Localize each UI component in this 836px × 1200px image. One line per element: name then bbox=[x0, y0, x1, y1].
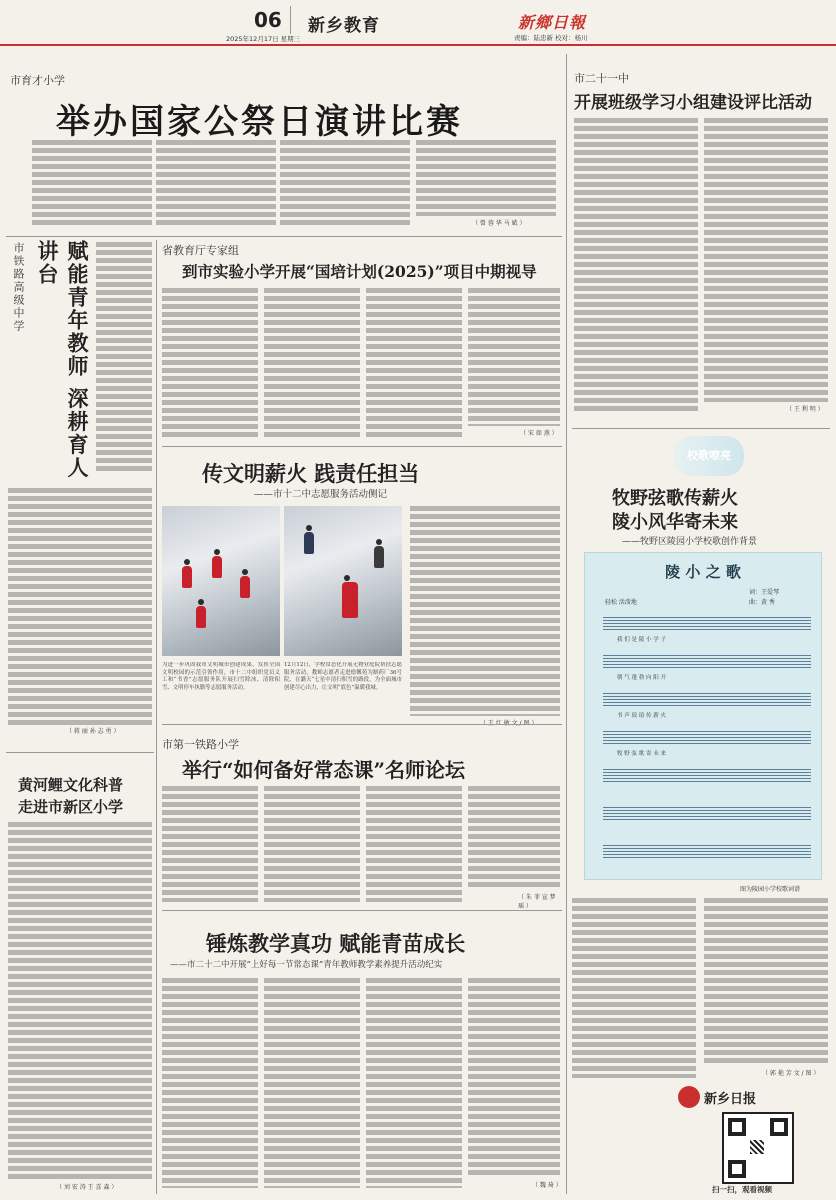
divider-r1 bbox=[572, 428, 830, 429]
score-staff-5 bbox=[603, 769, 811, 783]
zhiyuan-caption-left: 为进一步巩固我市文明城市创建成果，发挥全国文明校园的示范引领作用，市十二中组织党员义工和“书香”志愿服务队开展扫雪除冰、清除积雪、文明停车执勤等志愿服务活动。 bbox=[162, 662, 280, 691]
r1-kicker: 市二十一中 bbox=[574, 72, 629, 85]
lead-body-4 bbox=[416, 140, 556, 216]
zhongqi-headline: 到市实验小学开展“国培计划(2025)”项目中期视导 bbox=[182, 262, 537, 281]
newspaper-logo: 新鄉日報 bbox=[518, 13, 587, 32]
divider-left-col bbox=[156, 240, 157, 1194]
r1-headline: 开展班级学习小组建设评比活动 bbox=[574, 93, 812, 113]
duanlian-headline: 锤炼教学真功 赋能青苗成长 bbox=[206, 931, 466, 956]
score-lyric-2: 朝 气 蓬 勃 向 阳 开 bbox=[617, 675, 666, 681]
zhiyuan-caption-right: 12月12日，学校常态化开展无物业庭院帮扶志愿服务活动，教师志愿者走进德馨苑为制药厂36号院、在潞天“七星中清扫积雪的路段，为全面城市创建尽心出力，让文明“底色”温暖我城。 bbox=[284, 662, 402, 691]
lead-article bbox=[6, 60, 562, 236]
score-staff-7 bbox=[603, 845, 811, 859]
divider-zhiyuan bbox=[162, 724, 562, 725]
songs-caption: 图为陵园小学校歌词谱 bbox=[740, 886, 801, 893]
kepu-byline: （ 刘 宏 涛 王 喜 森 ） bbox=[56, 1184, 118, 1191]
score-staff-1 bbox=[603, 617, 811, 631]
songs-article bbox=[572, 432, 830, 1194]
zhiyuan-subtitle: ——市十二中志愿服务活动侧记 bbox=[254, 489, 388, 500]
gaozhong-byline: （ 蒋 丽 孙 志 勇 ） bbox=[66, 728, 120, 735]
kepu-headline-1: 黄河鲤文化科普 bbox=[18, 776, 124, 794]
gaozhong-article bbox=[6, 240, 154, 740]
zhiyuan-body bbox=[410, 506, 560, 716]
zhiyuan-photo-left bbox=[162, 506, 280, 656]
luntan-headline: 举行“如何备好常态课”名师论坛 bbox=[182, 758, 466, 782]
divider-lead bbox=[6, 236, 562, 237]
zhiyuan-headline: 传文明薪火 践责任担当 bbox=[202, 461, 420, 486]
duanlian-body-4 bbox=[468, 978, 560, 1176]
kepu-headline-2: 走进市新区小学 bbox=[18, 798, 124, 816]
luntan-body-4 bbox=[468, 786, 560, 890]
section-title: 新乡教育 bbox=[308, 16, 380, 36]
duanlian-body-2 bbox=[264, 978, 360, 1188]
lead-byline: （ 曾 蓉 华 马 斌 ） bbox=[472, 220, 526, 227]
zhongqi-body bbox=[162, 288, 258, 438]
duanlian-subtitle: ——市二十二中开展“上好每一节常态课”青年教师教学素养提升活动纪实 bbox=[170, 960, 443, 970]
editor-credit: 责编：陆忠新 校对：杨川 bbox=[514, 34, 588, 42]
lead-headline: 举办国家公祭日演讲比赛 bbox=[56, 102, 463, 142]
zhongqi-body-2 bbox=[264, 288, 360, 438]
duanlian-article bbox=[162, 914, 562, 1194]
songs-headline-2: 陵小风华寄未来 bbox=[612, 512, 738, 533]
score-lyric-4: 牧 野 弦 歌 寄 未 来 bbox=[617, 751, 666, 757]
score-staff-6 bbox=[603, 807, 811, 821]
duanlian-body-3 bbox=[366, 978, 462, 1188]
r1-body bbox=[574, 118, 698, 414]
luntan-body-2 bbox=[264, 786, 360, 902]
score-lyricist: 词：王爱琴 bbox=[749, 589, 780, 596]
score-title: 陵 小 之 歌 bbox=[665, 563, 741, 581]
issue-date: 2025年12月17日 星期三 bbox=[226, 35, 301, 43]
app-logo bbox=[678, 1086, 700, 1108]
zhiyuan-article bbox=[162, 450, 562, 770]
songs-body bbox=[572, 898, 696, 1078]
score-lyric-3: 书 声 琅 琅 传 薪 火 bbox=[617, 713, 666, 719]
r1-body-2 bbox=[704, 118, 828, 402]
zhiyuan-byline bbox=[480, 718, 537, 727]
songs-body-2 bbox=[704, 898, 828, 1066]
score-composer: 曲：黄 秀 bbox=[749, 599, 775, 606]
zhongqi-body-4 bbox=[468, 288, 560, 426]
app-name: 新乡日报 bbox=[704, 1092, 757, 1107]
r1-article bbox=[572, 62, 830, 426]
gaozhong-kicker: 市铁路高级中学 bbox=[12, 242, 25, 333]
kepu-body bbox=[8, 822, 152, 1182]
gaozhong-headline: 赋能青年教师 深耕育人讲台 bbox=[35, 240, 90, 480]
zhongqi-byline: （ 宋 如 燕 ） bbox=[520, 430, 558, 437]
songs-subtitle: ——牧野区陵园小学校歌创作背景 bbox=[622, 537, 758, 547]
zhongqi-article bbox=[162, 240, 562, 444]
luntan-article bbox=[162, 732, 562, 908]
masthead-divider bbox=[290, 6, 291, 34]
luntan-byline: （ 朱 菲 宣 梦 瑶 ） bbox=[518, 894, 556, 910]
score-lyric-1: 我 们 是 陵 小 学 子 bbox=[617, 637, 666, 643]
lead-body-3 bbox=[280, 140, 410, 226]
songs-headline-1: 牧野弦歌传薪火 bbox=[612, 488, 738, 509]
luntan-kicker: 市第一铁路小学 bbox=[162, 738, 239, 751]
lead-kicker: 市育才小学 bbox=[10, 74, 65, 87]
r1-byline: （ 王 利 明 ） bbox=[786, 406, 824, 413]
divider-zhongqi bbox=[162, 446, 562, 447]
lead-body bbox=[32, 140, 152, 226]
divider-left-bottom bbox=[6, 752, 154, 753]
song-score bbox=[584, 552, 822, 880]
luntan-body bbox=[162, 786, 258, 902]
score-staff-4 bbox=[603, 731, 811, 745]
score-tempo: 轻松 活泼地 bbox=[605, 599, 637, 606]
songs-banner bbox=[674, 436, 744, 476]
luntan-body-3 bbox=[366, 786, 462, 902]
masthead-rule bbox=[0, 44, 836, 46]
duanlian-byline: （ 魏 琦 ） bbox=[532, 1182, 562, 1189]
songs-banner-text: 校歌嘹亮 bbox=[687, 449, 731, 462]
divider-vertical-right bbox=[566, 54, 567, 1194]
duanlian-body bbox=[162, 978, 258, 1188]
zhongqi-kicker: 省教育厅专家组 bbox=[162, 244, 239, 257]
songs-byline: （ 郭 艳 芳 文 / 图 ） bbox=[762, 1070, 820, 1077]
kepu-article bbox=[6, 756, 154, 1194]
page-number: 06 bbox=[254, 8, 282, 32]
masthead bbox=[0, 0, 836, 46]
lead-body-2 bbox=[156, 140, 276, 226]
score-staff-3 bbox=[603, 693, 811, 707]
score-staff-2 bbox=[603, 655, 811, 669]
zhiyuan-photo-right bbox=[284, 506, 402, 656]
gaozhong-body-2 bbox=[8, 488, 152, 728]
gaozhong-body bbox=[96, 242, 152, 472]
divider-luntan bbox=[162, 910, 562, 911]
scan-prompt: 扫一扫，观看视频 bbox=[712, 1185, 772, 1194]
qr-code[interactable] bbox=[722, 1112, 794, 1184]
zhongqi-body-3 bbox=[366, 288, 462, 438]
